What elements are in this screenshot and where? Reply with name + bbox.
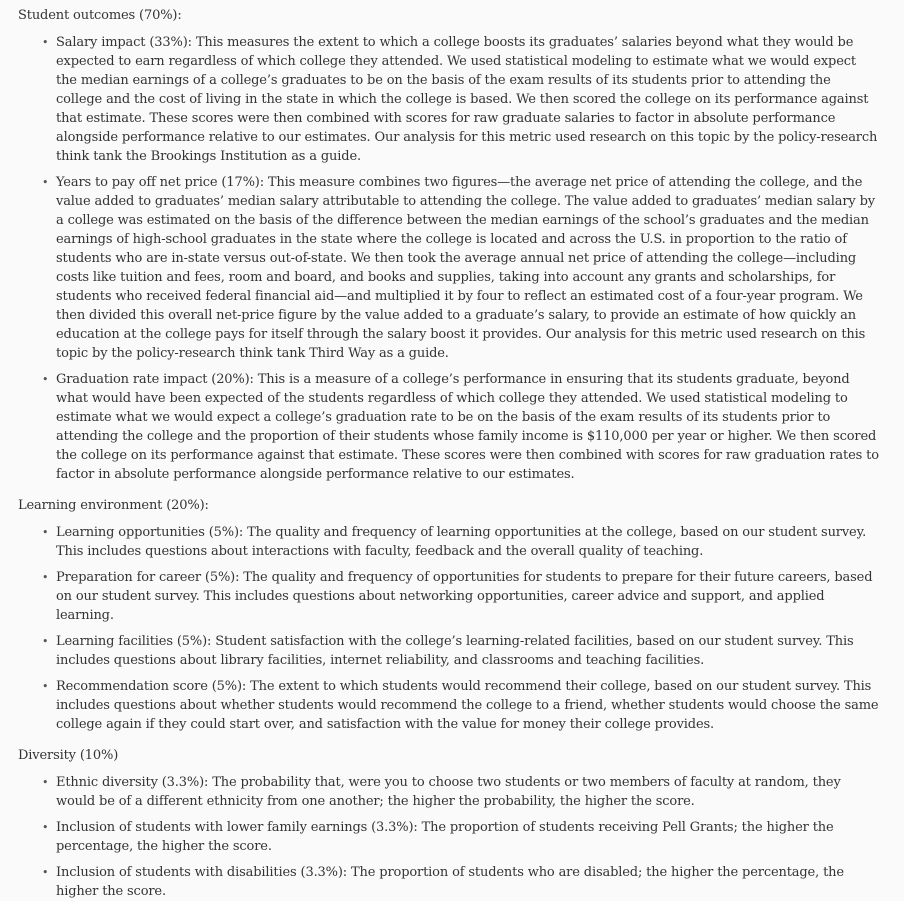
list-item-graduation-rate-impact: • Graduation rate impact (20%): This is a measure of a college’s performance in ensuring that its students graduate, beyond what would have been expected of the students regardless of which college they attended. We used statistical modeling to estimate what we would expect a college’s graduation rate to be on the basis of the exam results of its students prior to attending the college and the proportion of their students whose family income is $110,000 per year or higher. We then scored the college on its performance against that estimate. These scores were then combined with scores for raw graduation rates to factor in absolute performance alongside performance relative to our estimates. (56, 370, 880, 484)
section-heading: Student outcomes (70%): (18, 8, 182, 23)
bullet-list (18, 523, 880, 734)
list-item-ethnic-diversity: • Ethnic diversity (3.3%): The probability that, were you to choose two students or two members of faculty at random, they would be of a different ethnicity from one another; the higher the probability, the higher the score. (56, 773, 880, 811)
section-learning-environment (18, 496, 880, 734)
list-item-learning-facilities: • Learning facilities (5%): Student satisfaction with the college’s learning-related facilities, based on our student survey. This includes questions about library facilities, internet reliability, and classrooms and teaching facilities. (56, 632, 880, 670)
bullet-list (18, 33, 880, 484)
section-heading: Learning environment (20%): (18, 498, 209, 513)
section-diversity (18, 746, 880, 901)
list-item-recommendation-score: • Recommendation score (5%): The extent to which students would recommend their college, based on our student survey. This includes questions about whether students would recommend the college to a friend, whether students would choose the same college again if they could start over, and satisfaction with the value for money their college provides. (56, 677, 880, 734)
list-item-years-to-pay-off: • Years to pay off net price (17%): This measure combines two figures—the average net price of attending the college, and the value added to graduates’ median salary attributable to attending the college. The value added to graduates’ median salary by a college was estimated on the basis of the difference between the median earnings of the school’s graduates and the median earnings of high-school graduates in the state where the college is located and across the U.S. in proportion to the ratio of students who are in-state versus out-of-state. We then took the average annual net price of attending the college—including costs like tuition and fees, room and board, and books and supplies, taking into account any grants and scholarships, for students who received federal financial aid—and multiplied it by four to reflect an estimated cost of a four-year program. We then divided this overall net-price figure by the value added to a graduate’s salary, to provide an estimate of how quickly an education at the college pays for itself through the salary boost it provides. Our analysis for this metric used research on this topic by the policy-research think tank Third Way as a guide. (56, 173, 880, 363)
list-item-students-with-disabilities: • Inclusion of students with disabilities (3.3%): The proportion of students who are disabled; the higher the percentage, the higher the score. (56, 863, 880, 901)
list-item-learning-opportunities: • Learning opportunities (5%): The quality and frequency of learning opportunities at the college, based on our student survey. This includes questions about interactions with faculty, feedback and the overall quality of teaching. (56, 523, 880, 561)
section-student-outcomes (18, 6, 880, 484)
list-item-salary-impact: • Salary impact (33%): This measures the extent to which a college boosts its graduates’ salaries beyond what they would be expected to earn regardless of which college they attended. We used statistical modeling to estimate what we would expect the median earnings of a college’s graduates to be on the basis of the exam results of its students prior to attending the college and the cost of living in the state in which the college is based. We then scored the college on its performance against that estimate. These scores were then combined with scores for raw graduate salaries to factor in absolute performance alongside performance relative to our estimates. Our analysis for this metric used research on this topic by the policy-research think tank the Brookings Institution as a guide. (56, 33, 880, 166)
section-heading: Diversity (10%) (18, 748, 119, 763)
bullet-list (18, 773, 880, 901)
list-item-preparation-for-career: • Preparation for career (5%): The quality and frequency of opportunities for students to prepare for their future careers, based on our student survey. This includes questions about networking opportunities, career advice and support, and applied learning. (56, 568, 880, 625)
list-item-lower-family-earnings: • Inclusion of students with lower family earnings (3.3%): The proportion of students receiving Pell Grants; the higher the percentage, the higher the score. (56, 818, 880, 856)
